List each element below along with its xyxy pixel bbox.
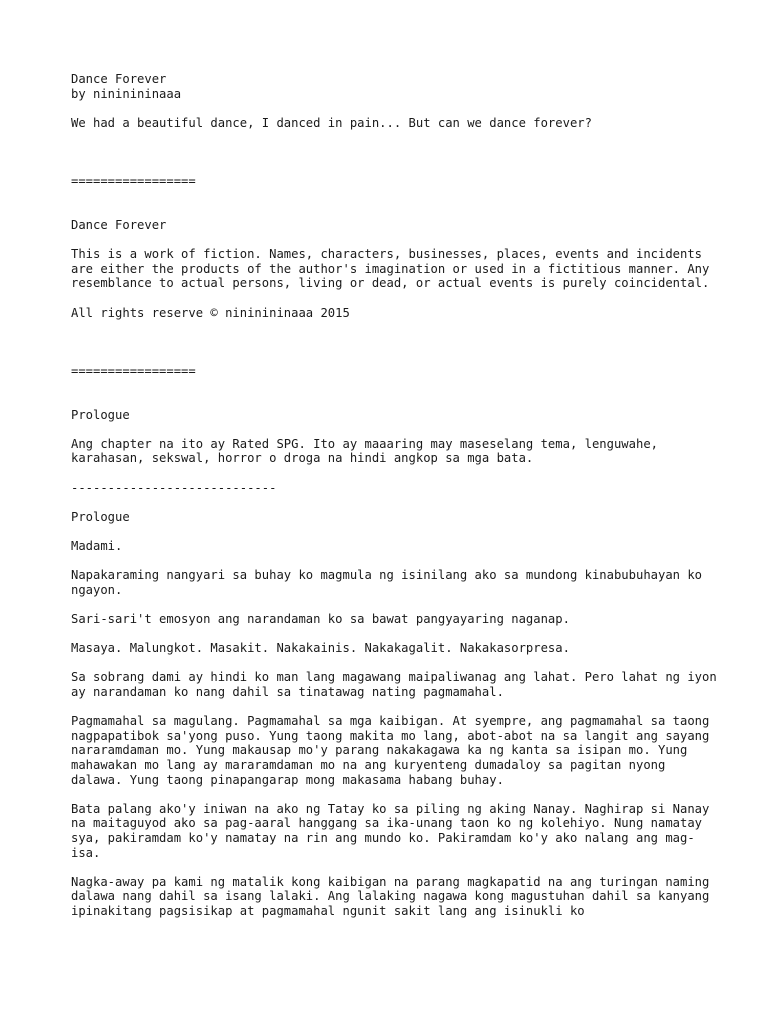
document-page bbox=[71, 72, 725, 918]
body-paragraph: Bata palang ako'y iniwan na ako ng Tatay ko sa piling ng aking Nanay. Naghirap si Nanay na maitaguyod ako sa pag-aaral hanggang sa ika-unang taon ko ng kolehiyo. Nung namatay sya, pakiramdam ko'y namatay na rin ang mundo ko. Pakiramdam ko'y ako nalang ang mag-isa. bbox=[71, 801, 717, 860]
separator-equals-2: ================= bbox=[71, 363, 196, 378]
document-byline: by nininininaaa bbox=[71, 86, 182, 101]
prologue-title: Prologue bbox=[71, 509, 130, 524]
body-paragraph: Sari-sari't emosyon ang narandaman ko sa bawat pangyayaring naganap. bbox=[71, 612, 570, 626]
body-paragraph: Nagka-away pa kami ng matalik kong kaibigan na parang magkapatid na ang turingan naming dalawa nang dahil sa isang lalaki. Ang lalaking nagawa kong magustuhan dahil sa kanyang ipinakitang pagsisikap at pagmamahal ngunit sakit lang ang isinukli ko bbox=[71, 874, 717, 918]
body-paragraph: Sa sobrang dami ay hindi ko man lang magawang maipaliwanag ang lahat. Pero lahat ng iyon ay narandaman ko nang dahil sa tinatawag nating pagmamahal. bbox=[71, 670, 725, 699]
separator-equals-1: ================= bbox=[71, 174, 196, 189]
body-paragraph: Madami. bbox=[71, 539, 123, 554]
rating-notice: Ang chapter na ito ay Rated SPG. Ito ay maaaring may maseselang tema, lenguwahe, karahasan, sekswal, horror o droga na hindi angkop sa mga bata. bbox=[71, 436, 666, 466]
dash-separator: ---------------------------- bbox=[71, 480, 277, 495]
body-paragraph: Pagmamahal sa magulang. Pagmamahal sa mga kaibigan. At syempre, ang pagmamahal sa taong nagpapatibok sa'yong puso. Yung taong makita mo lang, abot-abot na sa langit ang sayang nararamdaman mo. Yung makausap mo'y parang nakakagawa ka ng kanta sa isipan mo. Yung mahawakan mo lang ay mararamdaman mo na ang kuryenteng dumadaloy sa pagitan nyong dalawa. Yung taong pinapangarap mong makasama habang buhay. bbox=[71, 714, 717, 787]
prologue-heading: Prologue bbox=[71, 407, 130, 422]
disclaimer-paragraph: This is a work of fiction. Names, characters, businesses, places, events and incidents are either the products of the author's imagination or used in a fictitious manner. Any resemblance to actual persons, living or dead, or actual events is purely coincidental. bbox=[71, 247, 717, 291]
document-blurb: We had a beautiful dance, I danced in pain... But can we dance forever? bbox=[71, 115, 592, 130]
body-paragraph: Masaya. Malungkot. Masakit. Nakakainis. Nakakagalit. Nakakasorpresa. bbox=[71, 641, 570, 656]
body-paragraph: Napakaraming nangyari sa buhay ko magmula ng isinilang ako sa mundong kinabubuhayan ko ngayon. bbox=[71, 568, 710, 597]
rights-notice: All rights reserve © nininininaaa 2015 bbox=[71, 305, 350, 320]
document-title: Dance Forever bbox=[71, 72, 167, 86]
section-heading: Dance Forever bbox=[71, 217, 167, 232]
